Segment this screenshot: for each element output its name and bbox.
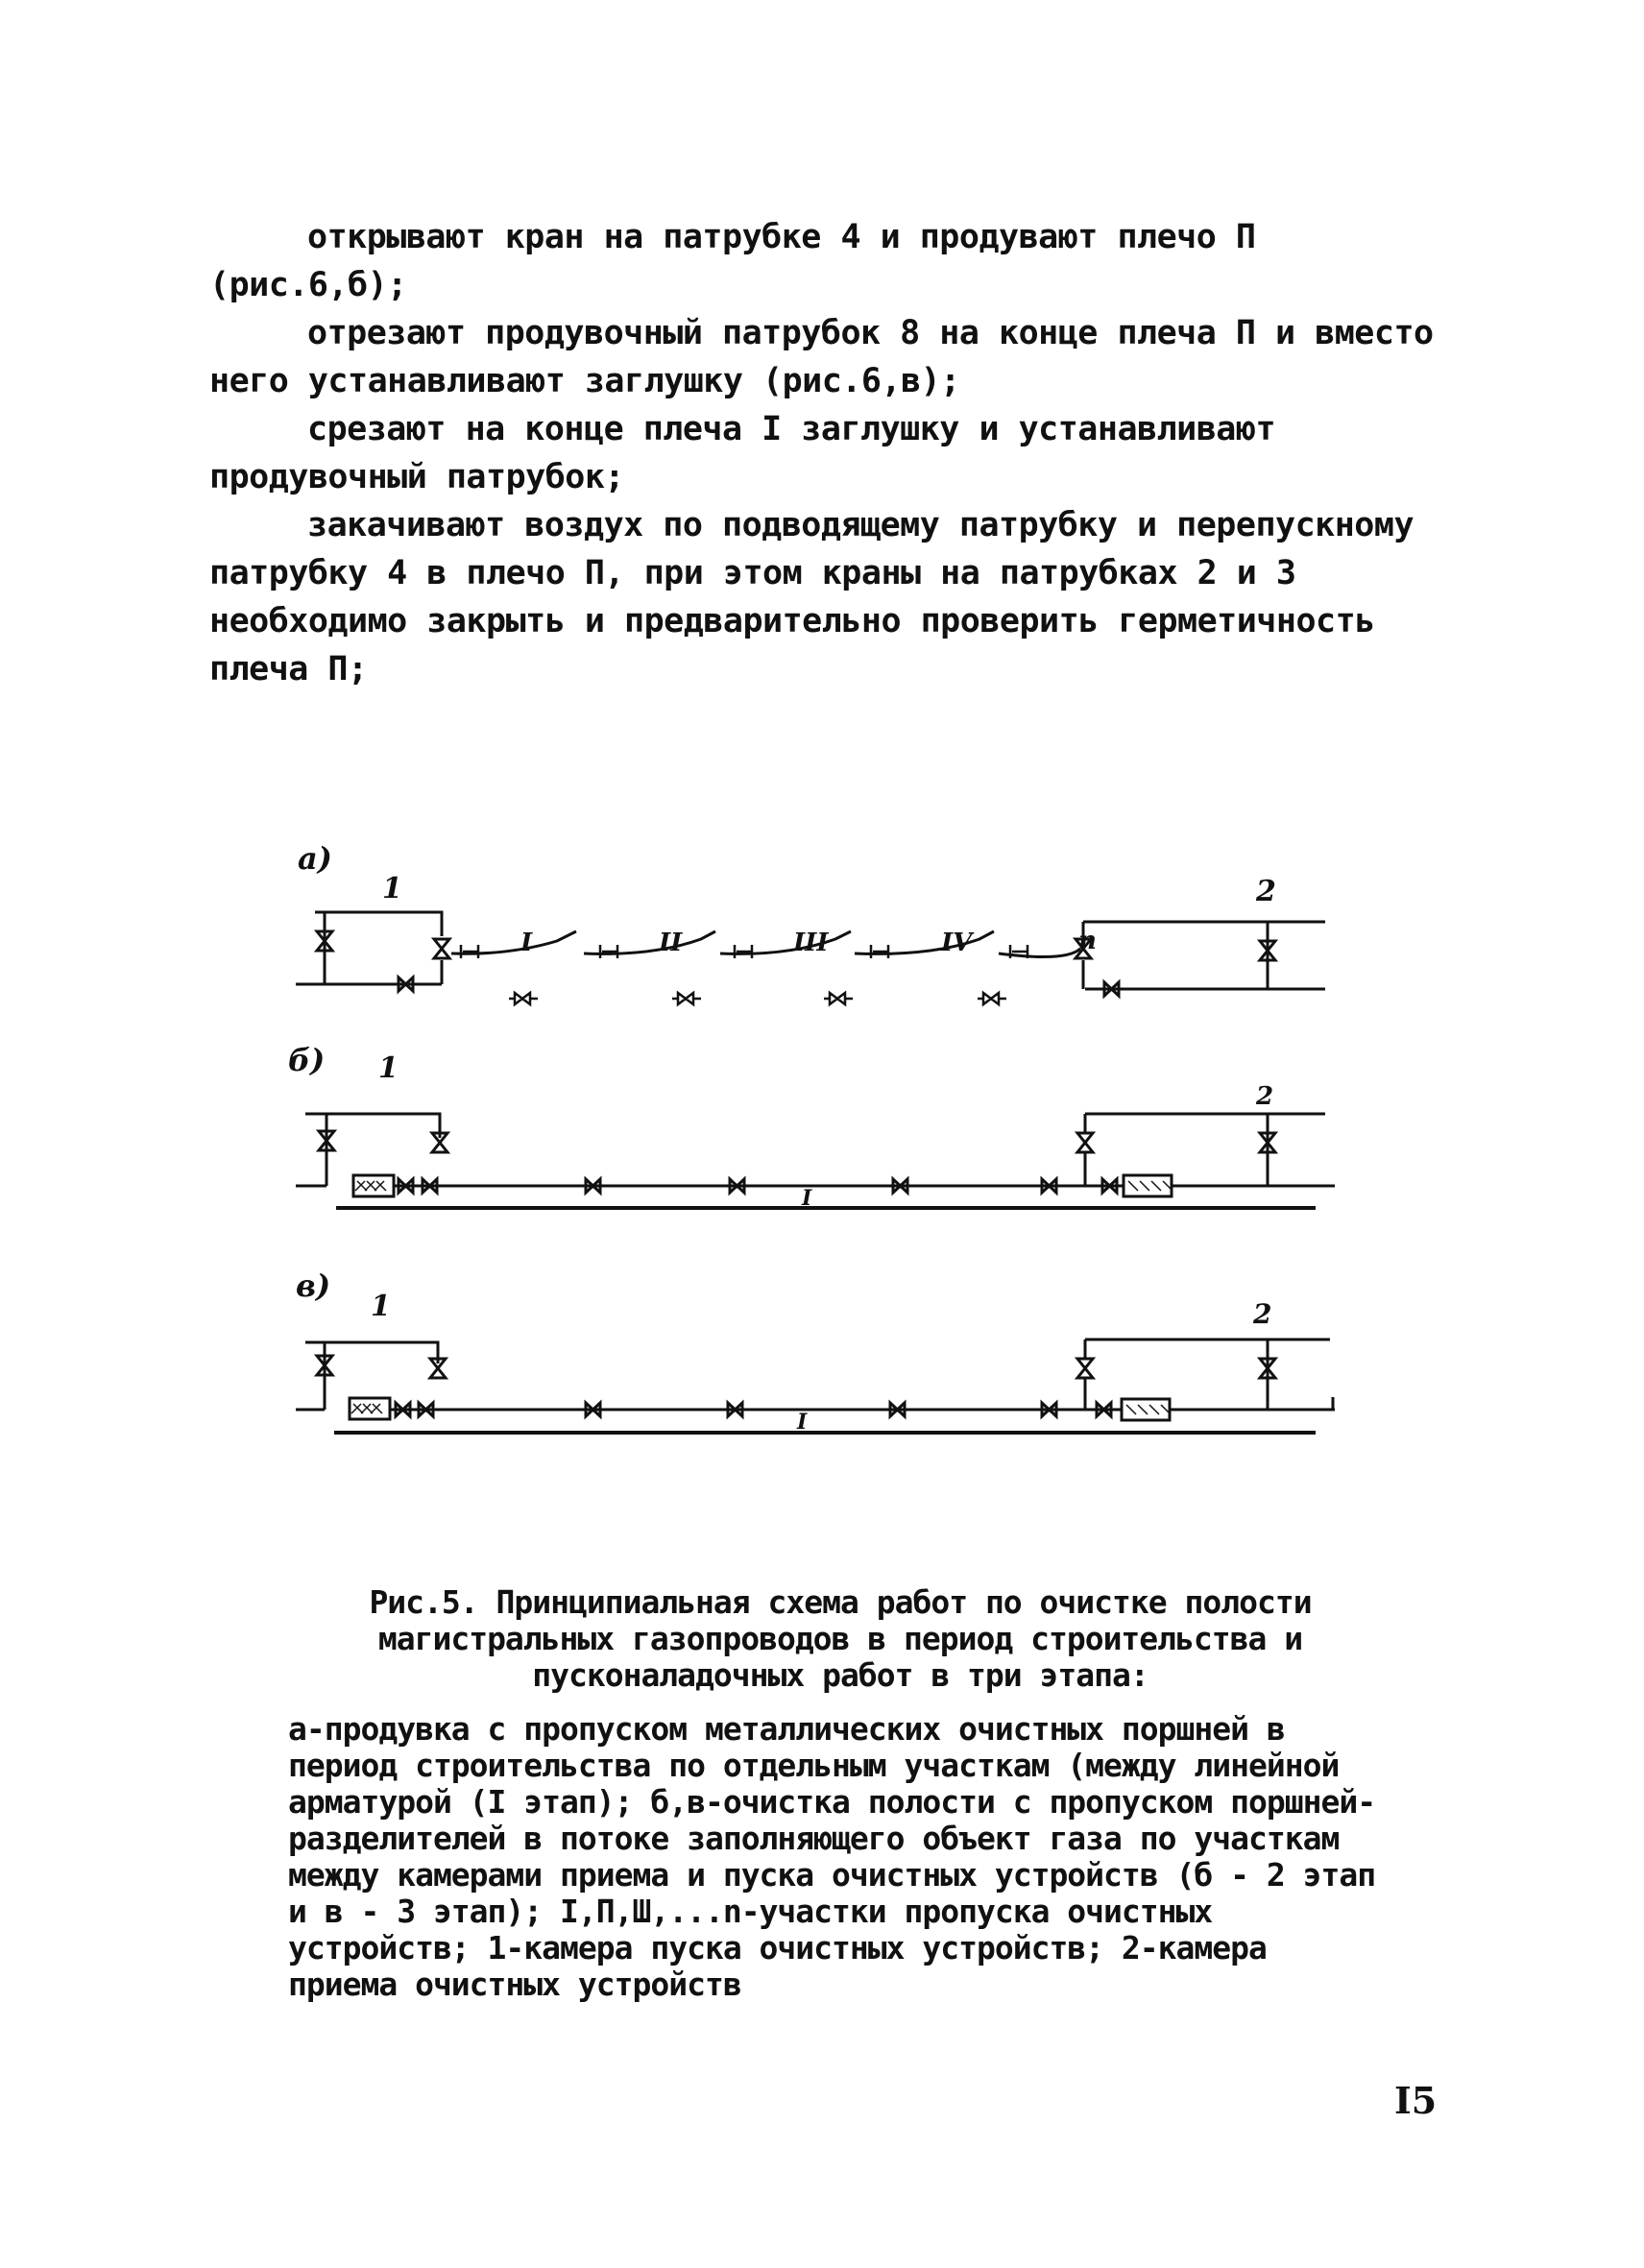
scheme-drawing xyxy=(278,826,1383,1460)
panel-v-letter: в) xyxy=(296,1267,331,1304)
panel-a-receive-valves xyxy=(1076,939,1275,996)
panel-v-receive-valves xyxy=(1077,1359,1275,1416)
panel-b-chamber-2-label: 2 xyxy=(1256,1082,1274,1111)
panel-v xyxy=(296,1267,1335,1435)
figure-caption xyxy=(288,1584,1392,2003)
panel-b-pig-receive xyxy=(1124,1175,1172,1196)
panel-b-letter: б) xyxy=(288,1042,326,1078)
panel-v-launch-valves xyxy=(317,1356,446,1378)
panel-v-line-label: I xyxy=(797,1410,808,1435)
panel-a-chamber-1-label: 1 xyxy=(382,872,402,905)
panel-a-letter: а) xyxy=(298,840,332,877)
panel-a xyxy=(296,840,1325,1004)
panel-a-section-lines xyxy=(451,931,1080,957)
section-label-5: n xyxy=(1078,927,1097,955)
panel-a-receive-chamber xyxy=(1083,922,1325,989)
panel-a-chamber-2-label: 2 xyxy=(1256,875,1276,908)
panel-b-line-label: I xyxy=(802,1186,812,1211)
panel-b-receive-valves xyxy=(1077,1133,1275,1193)
panel-v-chamber-1-label: 1 xyxy=(371,1290,391,1323)
section-label-1: I xyxy=(520,929,533,957)
section-label-3: III xyxy=(793,929,829,957)
panel-b-launch-valves xyxy=(319,1131,447,1152)
section-label-4: IV xyxy=(941,929,973,957)
paragraph-3: срезают на конце плеча I заглушку и устанавливают продувочный патрубок; xyxy=(209,410,1276,496)
body-text xyxy=(209,213,1458,693)
paragraph-4: закачивают воздух по подводящему патрубку и перепускному патрубку 4 в плечо П, при этом краны на патрубках 2 и 3 необходимо закрыть и предварительно проверить герметичность плеча П; xyxy=(209,506,1414,688)
panel-v-chamber-2-label: 2 xyxy=(1253,1298,1272,1330)
caption-title: Рис.5. Принципиальная схема работ по очистке полости магистральных газопроводов в период строительства и пусконаладочных работ в три этапа: xyxy=(369,1583,1312,1694)
panel-b xyxy=(288,1042,1335,1211)
section-label-2: II xyxy=(659,929,683,957)
panel-b-chamber-1-label: 1 xyxy=(378,1051,399,1085)
panel-a-section-valves xyxy=(509,993,1006,1004)
paragraph-1: открывают кран на патрубке 4 и продувают плечо П (рис.6,б); xyxy=(209,218,1256,304)
page-number: I5 xyxy=(1394,2079,1438,2122)
pipeline-scheme-figure xyxy=(278,826,1383,1460)
paragraph-2: отрезают продувочный патрубок 8 на конце плеча П и вместо него устанавливают заглушку (рис.6,в); xyxy=(209,314,1434,400)
panel-a-launch-valves xyxy=(317,931,449,991)
panel-v-pig-receive xyxy=(1122,1399,1170,1420)
caption-body: а-продувка с пропуском металлических очистных поршней в период строительства по отдельным участкам (между линейной арматурой (I этап); б,в-очистка полости с пропуском поршней-разделителей в потоке заполняющего объект газа по участкам между камерами приема и пуска очистных устройств (б - 2 этап и в - 3 этап); I,П,Ш,...n-участки пропуска очистных устройств; 1-камера пуска очистных устройств; 2-камера приема очистных устройств xyxy=(288,1710,1376,2003)
